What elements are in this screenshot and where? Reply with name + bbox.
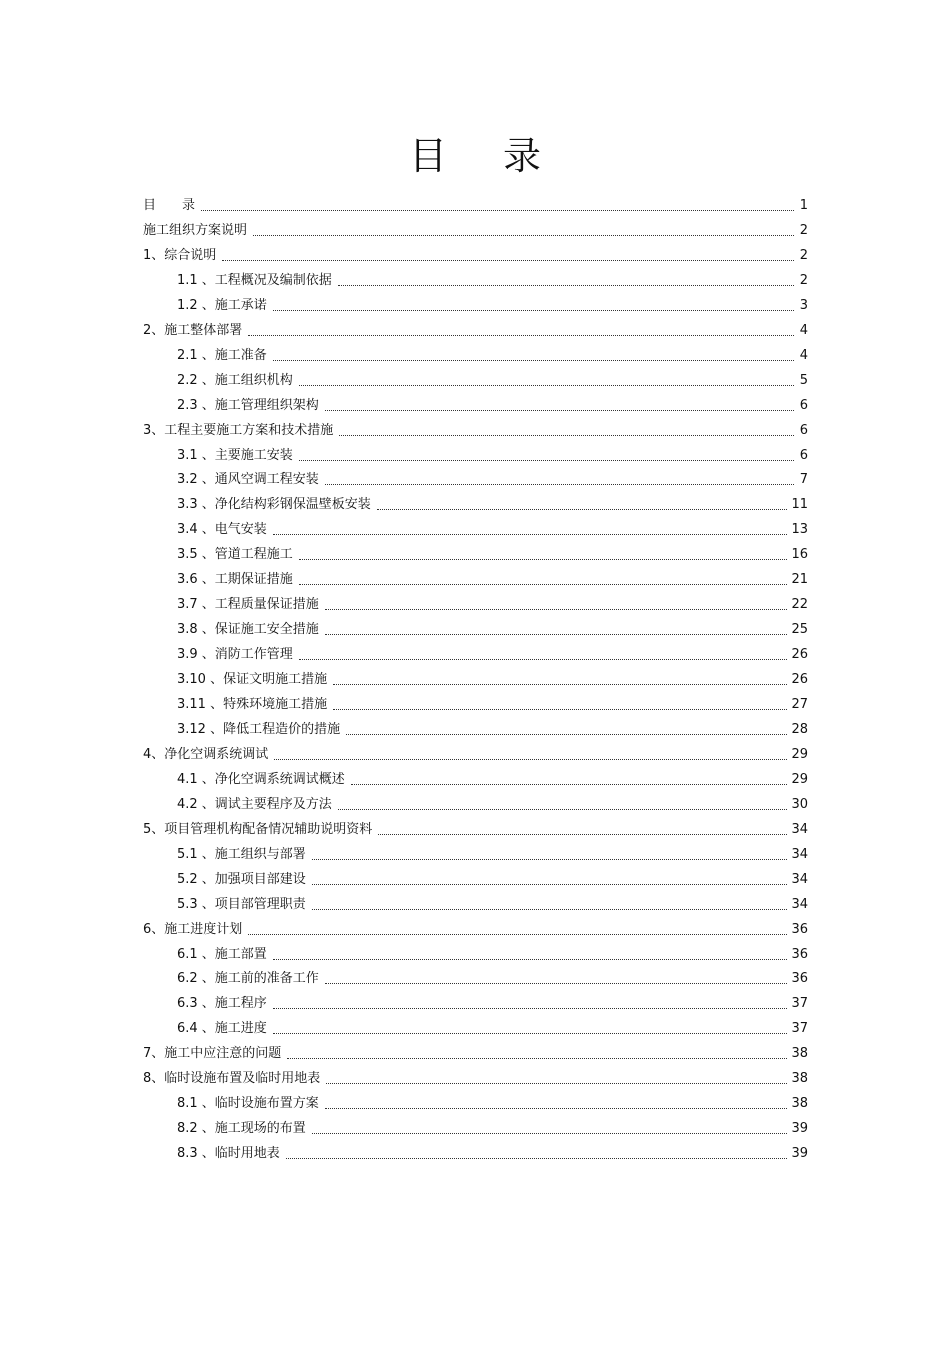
toc-dot-leader bbox=[312, 858, 788, 860]
toc-entry-label: 4.1 、净化空调系统调试概述 bbox=[177, 771, 345, 787]
toc-entry-label: 6.3 、施工程序 bbox=[177, 996, 267, 1012]
toc-entry-label: 6、施工进度计划 bbox=[143, 921, 243, 937]
toc-entry[interactable] bbox=[143, 218, 808, 240]
toc-entry[interactable] bbox=[177, 942, 808, 964]
toc-dot-leader bbox=[248, 933, 787, 935]
toc-entry-label: 2、施工整体部署 bbox=[143, 322, 243, 338]
toc-entry-label: 3.5 、管道工程施工 bbox=[177, 547, 293, 563]
toc-entry-label: 4.2 、调试主要程序及方法 bbox=[177, 796, 332, 812]
toc-entry-label: 3.9 、消防工作管理 bbox=[177, 647, 293, 663]
toc-entry-label: 3.3 、净化结构彩钢保温壁板安装 bbox=[177, 497, 371, 513]
toc-entry[interactable] bbox=[177, 1141, 808, 1163]
toc-entry[interactable] bbox=[177, 642, 808, 664]
toc-dot-leader bbox=[325, 608, 788, 610]
toc-entry[interactable] bbox=[177, 1116, 808, 1138]
toc-entry[interactable] bbox=[177, 991, 808, 1013]
toc-dot-leader bbox=[273, 1032, 788, 1034]
toc-entry-page-number: 38 bbox=[791, 1046, 808, 1062]
page-title-part-1: 目 bbox=[408, 134, 447, 178]
toc-dot-leader bbox=[201, 209, 794, 211]
toc-entry-label: 8.2 、施工现场的布置 bbox=[177, 1121, 306, 1137]
toc-entry-label: 5.3 、项目部管理职责 bbox=[177, 896, 306, 912]
toc-entry-label: 2.1 、施工准备 bbox=[177, 347, 267, 363]
toc-dot-leader bbox=[299, 658, 788, 660]
toc-entry[interactable] bbox=[177, 393, 808, 415]
toc-entry[interactable] bbox=[177, 617, 808, 639]
toc-entry[interactable] bbox=[143, 318, 808, 340]
toc-dot-leader bbox=[338, 284, 794, 286]
toc-dot-leader bbox=[377, 508, 788, 510]
toc-entry-page-number: 16 bbox=[791, 547, 808, 563]
toc-dot-leader bbox=[338, 808, 788, 810]
toc-entry-label: 施工组织方案说明 bbox=[143, 222, 248, 238]
toc-entry[interactable] bbox=[143, 742, 808, 764]
toc-entry[interactable] bbox=[177, 966, 808, 988]
toc-entry[interactable] bbox=[177, 667, 808, 689]
page-title bbox=[0, 128, 950, 184]
toc-entry-page-number: 39 bbox=[791, 1121, 808, 1137]
toc-entry-page-number: 38 bbox=[791, 1096, 808, 1112]
toc-entry-label: 8.3 、临时用地表 bbox=[177, 1146, 280, 1162]
toc-dot-leader bbox=[299, 459, 794, 461]
toc-entry-page-number: 30 bbox=[791, 796, 808, 812]
toc-entry[interactable] bbox=[177, 343, 808, 365]
toc-entry-label: 1、综合说明 bbox=[143, 247, 217, 263]
toc-entry-label: 3.8 、保证施工安全措施 bbox=[177, 622, 319, 638]
toc-entry[interactable] bbox=[177, 592, 808, 614]
toc-entry-page-number: 7 bbox=[799, 472, 808, 488]
toc-entry[interactable] bbox=[177, 1091, 808, 1113]
toc-entry-page-number: 34 bbox=[791, 871, 808, 887]
toc-entry-label: 3.2 、通风空调工程安装 bbox=[177, 472, 319, 488]
toc-entry-label: 1.2 、施工承诺 bbox=[177, 297, 267, 313]
toc-entry-page-number: 28 bbox=[791, 721, 808, 737]
toc-entry-page-number: 2 bbox=[799, 247, 808, 263]
toc-entry-label: 3.1 、主要施工安装 bbox=[177, 447, 293, 463]
toc-entry[interactable] bbox=[177, 792, 808, 814]
toc-entry-page-number: 37 bbox=[791, 996, 808, 1012]
toc-entry[interactable] bbox=[177, 892, 808, 914]
toc-entry-page-number: 6 bbox=[799, 447, 808, 463]
toc-entry-label: 3、工程主要施工方案和技术措施 bbox=[143, 422, 334, 438]
toc-entry-label: 3.10 、保证文明施工措施 bbox=[177, 672, 328, 688]
toc-entry-label: 目 录 bbox=[143, 198, 196, 213]
toc-entry[interactable] bbox=[177, 443, 808, 465]
toc-entry-page-number: 39 bbox=[791, 1146, 808, 1162]
toc-dot-leader bbox=[286, 1157, 788, 1159]
toc-entry[interactable] bbox=[143, 817, 808, 839]
toc-entry[interactable] bbox=[177, 293, 808, 315]
toc-entry-label: 4、净化空调系统调试 bbox=[143, 746, 269, 762]
toc-entry[interactable] bbox=[177, 467, 808, 489]
toc-dot-leader bbox=[333, 708, 787, 710]
toc-dot-leader bbox=[312, 883, 788, 885]
toc-entry[interactable] bbox=[177, 692, 808, 714]
toc-dot-leader bbox=[325, 1107, 788, 1109]
toc-entry-label: 8、临时设施布置及临时用地表 bbox=[143, 1071, 321, 1087]
toc-entry[interactable] bbox=[177, 867, 808, 889]
toc-entry[interactable] bbox=[143, 418, 808, 440]
toc-entry[interactable] bbox=[177, 1016, 808, 1038]
toc-entry-page-number: 5 bbox=[799, 372, 808, 388]
toc-dot-leader bbox=[273, 309, 794, 311]
toc-entry[interactable] bbox=[143, 1041, 808, 1063]
toc-dot-leader bbox=[248, 334, 794, 336]
toc-entry-page-number: 36 bbox=[791, 921, 808, 937]
toc-dot-leader bbox=[274, 758, 787, 760]
toc-entry-page-number: 4 bbox=[799, 322, 808, 338]
toc-entry[interactable] bbox=[143, 917, 808, 939]
toc-dot-leader bbox=[273, 958, 788, 960]
toc-dot-leader bbox=[346, 733, 787, 735]
toc-entry-page-number: 1 bbox=[799, 198, 808, 213]
toc-entry-label: 2.2 、施工组织机构 bbox=[177, 372, 293, 388]
toc-entry-label: 5、项目管理机构配备情况辅助说明资料 bbox=[143, 821, 373, 837]
toc-entry[interactable] bbox=[177, 517, 808, 539]
toc-entry-page-number: 26 bbox=[791, 647, 808, 663]
toc-entry-page-number: 36 bbox=[791, 971, 808, 987]
toc-entry-page-number: 25 bbox=[791, 622, 808, 638]
toc-entry[interactable] bbox=[177, 717, 808, 739]
toc-dot-leader bbox=[325, 633, 788, 635]
toc-dot-leader bbox=[378, 833, 787, 835]
toc-entry-label: 6.2 、施工前的准备工作 bbox=[177, 971, 319, 987]
toc-entry[interactable] bbox=[143, 193, 808, 215]
toc-entry-page-number: 21 bbox=[791, 572, 808, 588]
toc-dot-leader bbox=[273, 1007, 788, 1009]
toc-entry-page-number: 2 bbox=[799, 222, 808, 238]
toc-entry-page-number: 29 bbox=[791, 771, 808, 787]
toc-entry-label: 5.1 、施工组织与部署 bbox=[177, 846, 306, 862]
toc-dot-leader bbox=[326, 1082, 787, 1084]
toc-entry-label: 3.12 、降低工程造价的措施 bbox=[177, 721, 341, 737]
toc-entry[interactable] bbox=[177, 268, 808, 290]
toc-entry-page-number: 37 bbox=[791, 1021, 808, 1037]
toc-entry-page-number: 3 bbox=[799, 297, 808, 313]
toc-entry-page-number: 34 bbox=[791, 846, 808, 862]
toc-entry-label: 5.2 、加强项目部建设 bbox=[177, 871, 306, 887]
toc-entry-page-number: 34 bbox=[791, 821, 808, 837]
toc-dot-leader bbox=[312, 1132, 788, 1134]
toc-dot-leader bbox=[325, 409, 794, 411]
toc-dot-leader bbox=[333, 683, 787, 685]
toc-entry-page-number: 11 bbox=[791, 497, 808, 513]
toc-entry-page-number: 6 bbox=[799, 397, 808, 413]
toc-dot-leader bbox=[325, 982, 788, 984]
toc-entry-page-number: 29 bbox=[791, 746, 808, 762]
toc-entry[interactable] bbox=[177, 767, 808, 789]
toc-dot-leader bbox=[287, 1057, 787, 1059]
toc-dot-leader bbox=[273, 359, 794, 361]
toc-entry-page-number: 6 bbox=[799, 422, 808, 438]
toc-entry-label: 3.4 、电气安装 bbox=[177, 522, 267, 538]
toc-entry-label: 2.3 、施工管理组织架构 bbox=[177, 397, 319, 413]
page-title-part-2: 录 bbox=[503, 134, 542, 178]
toc-dot-leader bbox=[299, 558, 788, 560]
toc-entry-page-number: 2 bbox=[799, 272, 808, 288]
toc-entry-page-number: 4 bbox=[799, 347, 808, 363]
toc-dot-leader bbox=[299, 384, 794, 386]
toc-entry[interactable] bbox=[177, 368, 808, 390]
toc-dot-leader bbox=[312, 908, 788, 910]
toc-dot-leader bbox=[351, 783, 788, 785]
toc-entry-page-number: 36 bbox=[791, 946, 808, 962]
toc-entry-page-number: 34 bbox=[791, 896, 808, 912]
toc-dot-leader bbox=[325, 483, 794, 485]
toc-dot-leader bbox=[273, 533, 788, 535]
toc-entry[interactable] bbox=[143, 243, 808, 265]
toc-dot-leader bbox=[222, 259, 794, 261]
toc-entry-label: 6.4 、施工进度 bbox=[177, 1021, 267, 1037]
toc-entry-page-number: 27 bbox=[791, 697, 808, 712]
toc-entry-label: 3.11 、特殊环境施工措施 bbox=[177, 697, 328, 712]
toc-entry-label: 1.1 、工程概况及编制依据 bbox=[177, 272, 332, 288]
toc-entry-page-number: 26 bbox=[791, 672, 808, 688]
toc-dot-leader bbox=[339, 434, 794, 436]
toc-entry-label: 8.1 、临时设施布置方案 bbox=[177, 1096, 319, 1112]
toc-entry[interactable] bbox=[177, 842, 808, 864]
toc-entry-page-number: 13 bbox=[791, 522, 808, 538]
toc-dot-leader bbox=[299, 583, 788, 585]
toc-entry[interactable] bbox=[177, 542, 808, 564]
toc-entry-page-number: 22 bbox=[791, 597, 808, 613]
toc-entry-label: 3.6 、工期保证措施 bbox=[177, 572, 293, 588]
toc-entry-page-number: 38 bbox=[791, 1071, 808, 1087]
toc-entry[interactable] bbox=[143, 1066, 808, 1088]
toc-dot-leader bbox=[253, 234, 794, 236]
toc-entry-label: 3.7 、工程质量保证措施 bbox=[177, 597, 319, 613]
toc-entry-label: 7、施工中应注意的问题 bbox=[143, 1046, 282, 1062]
toc-entry[interactable] bbox=[177, 567, 808, 589]
toc-entry-label: 6.1 、施工部置 bbox=[177, 946, 267, 962]
toc-entry[interactable] bbox=[177, 492, 808, 514]
